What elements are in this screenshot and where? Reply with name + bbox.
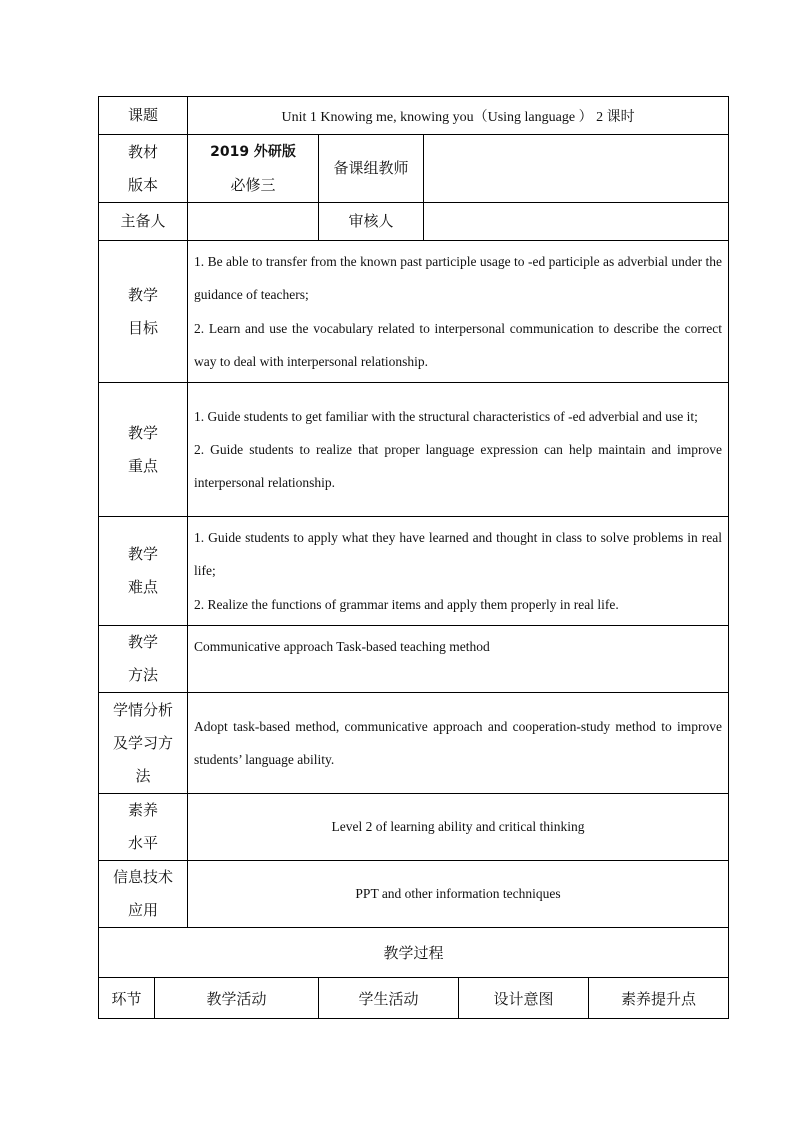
key-points-label (99, 383, 188, 517)
objectives-content (188, 241, 729, 383)
teacher-value (424, 135, 729, 203)
teacher-label: 备课组教师 (319, 135, 424, 203)
literacy-label-line1: 素养 (128, 801, 159, 820)
key-point-item: 1. Guide students to get familiar with the structural characteristics of -ed adverbial and use it; (194, 408, 698, 424)
edition-value-line2: 必修三 (230, 175, 276, 194)
methods-label (99, 626, 188, 693)
literacy-label-line2: 水平 (128, 834, 159, 853)
process-col-teacher-activity: 教学活动 (155, 978, 319, 1019)
difficulties-label (99, 517, 188, 626)
edition-label-line1: 教材 (128, 142, 159, 161)
key-points-content (188, 383, 729, 517)
it-row (99, 861, 729, 928)
objectives-row (99, 241, 729, 383)
analysis-label-line2: 及学习方 (113, 733, 174, 752)
methods-label-line2: 方法 (128, 666, 159, 685)
objective-item: 2. Learn and use the vocabulary related to interpersonal communication to describe the correct way to deal with interpersonal relationship. (194, 320, 723, 369)
methods-row (99, 626, 729, 693)
difficulty-item: 2. Realize the functions of grammar items and apply them properly in real life. (194, 596, 619, 612)
reviewer-value (424, 203, 729, 241)
edition-value-line1: 2019 外研版 (210, 143, 296, 160)
difficulty-item: 1. Guide students to apply what they have learned and thought in class to solve problems in real life; (194, 530, 723, 579)
edition-label (99, 135, 188, 203)
process-title-row (99, 928, 729, 978)
difficulties-label-line1: 教学 (128, 545, 159, 564)
topic-row (99, 97, 729, 135)
key-point-item: 2. Guide students to realize that proper language expression can help maintain and improve interpersonal relationship. (194, 442, 723, 491)
analysis-content: Adopt task-based method, communicative approach and cooperation-study method to improve students’ language ability. (188, 693, 729, 794)
process-col-literacy-point: 素养提升点 (589, 978, 729, 1019)
preparer-value (188, 203, 319, 241)
process-col-stage: 环节 (99, 978, 155, 1019)
key-points-label-line2: 重点 (128, 456, 159, 475)
it-label-line1: 信息技术 (113, 868, 174, 887)
key-points-label-line1: 教学 (128, 423, 159, 442)
literacy-label (99, 794, 188, 861)
objectives-label (99, 241, 188, 383)
objective-item: 1. Be able to transfer from the known past participle usage to -ed participle as adverbial under the guidance of teachers; (194, 254, 723, 303)
edition-value (188, 135, 319, 203)
difficulties-content (188, 517, 729, 626)
analysis-row (99, 693, 729, 794)
preparer-label: 主备人 (99, 203, 188, 241)
topic-value: Unit 1 Knowing me, knowing you（Using language ） 2 课时 (188, 97, 729, 135)
edition-row (99, 135, 729, 203)
methods-content: Communicative approach Task-based teaching method (188, 626, 729, 693)
methods-label-line1: 教学 (128, 633, 159, 652)
analysis-label-line1: 学情分析 (113, 700, 174, 719)
it-label-line2: 应用 (128, 901, 159, 920)
it-label (99, 861, 188, 928)
analysis-label (99, 693, 188, 794)
difficulties-label-line2: 难点 (128, 578, 159, 597)
key-points-row (99, 383, 729, 517)
preparer-row (99, 203, 729, 241)
analysis-label-line3: 法 (135, 766, 151, 785)
it-content: PPT and other information techniques (188, 861, 729, 928)
objectives-label-line1: 教学 (128, 285, 159, 304)
difficulties-row (99, 517, 729, 626)
process-header-row (99, 978, 729, 1019)
process-col-student-activity: 学生活动 (319, 978, 459, 1019)
process-title: 教学过程 (99, 928, 729, 978)
reviewer-label: 审核人 (319, 203, 424, 241)
process-col-design-intent: 设计意图 (459, 978, 589, 1019)
edition-label-line2: 版本 (128, 175, 159, 194)
lesson-plan-table (98, 96, 729, 1019)
objectives-label-line2: 目标 (128, 318, 159, 337)
literacy-row (99, 794, 729, 861)
literacy-content: Level 2 of learning ability and critical thinking (188, 794, 729, 861)
topic-label: 课题 (99, 97, 188, 135)
